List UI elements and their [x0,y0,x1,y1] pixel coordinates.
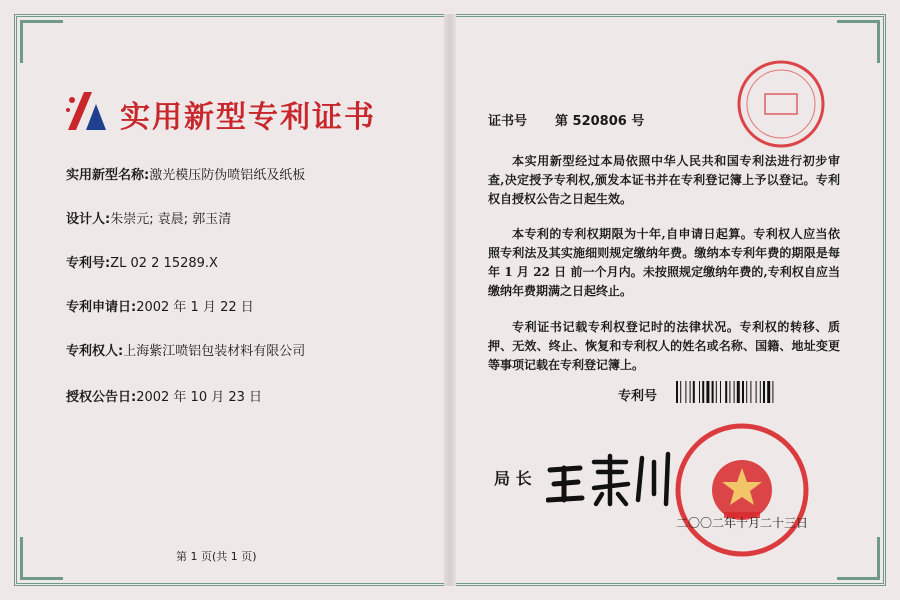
small-red-seal-icon [735,58,827,150]
issue-date: 二〇〇二年十月二十三日 [676,516,809,530]
director-label: 局 长 [494,469,532,488]
paragraph-grant-notice: 本实用新型经过本局依照中华人民共和国专利法进行初步审查,决定授予专利权,颁发本证书并在专利登记簿上予以登记。专利权自授权公告之日起生效。 [488,154,840,206]
field-patentee: 专利权人:上海紫江喷铝包装材料有限公司 [66,344,306,359]
field-designers: 设计人:朱崇元; 袁晨; 郭玉清 [66,212,232,227]
field-utility-model-name: 实用新型名称:激光模压防伪喷铝纸及纸板 [66,168,306,183]
paragraph-legal-status: 专利证书记载专利权登记时的法律状况。专利权的转移、质押、无效、终止、恢复和专利权人的姓名或名称、国籍、地址变更等事项记载在专利登记簿上。 [488,320,840,372]
corner-ornament [837,20,880,63]
field-patent-number: 专利号:ZL 02 2 15289.X [66,256,218,271]
certificate-title: 实用新型专利证书 [120,100,376,135]
barcode-icon [676,381,826,403]
national-ip-office-seal-icon [672,420,812,560]
field-grant-date: 授权公告日:2002 年 10 月 23 日 [66,390,263,405]
page-number: 第 1 页(共 1 页) [176,550,257,563]
patent-office-logo-icon [62,86,112,136]
field-application-date: 专利申请日:2002 年 1 月 22 日 [66,300,254,315]
corner-ornament [20,20,63,63]
certificate-number: 证书号 第 520806 号 [488,114,645,129]
corner-ornament [20,537,63,580]
patent-code-label: 专利号 [618,389,658,404]
director-signature-icon [546,448,676,508]
corner-ornament [837,537,880,580]
paragraph-term-fees: 本专利的专利权期限为十年,自申请日起算。专利权人应当依照专利法及其实施细则规定缴纳年费。缴纳本专利年费的期限是每年 1 月 22 日 前一个月内。未按照规定缴纳年费的,专利权自应当缴纳年费期满之日起终止。 [488,227,840,298]
page-fold [444,14,456,586]
signature-name [548,454,668,504]
